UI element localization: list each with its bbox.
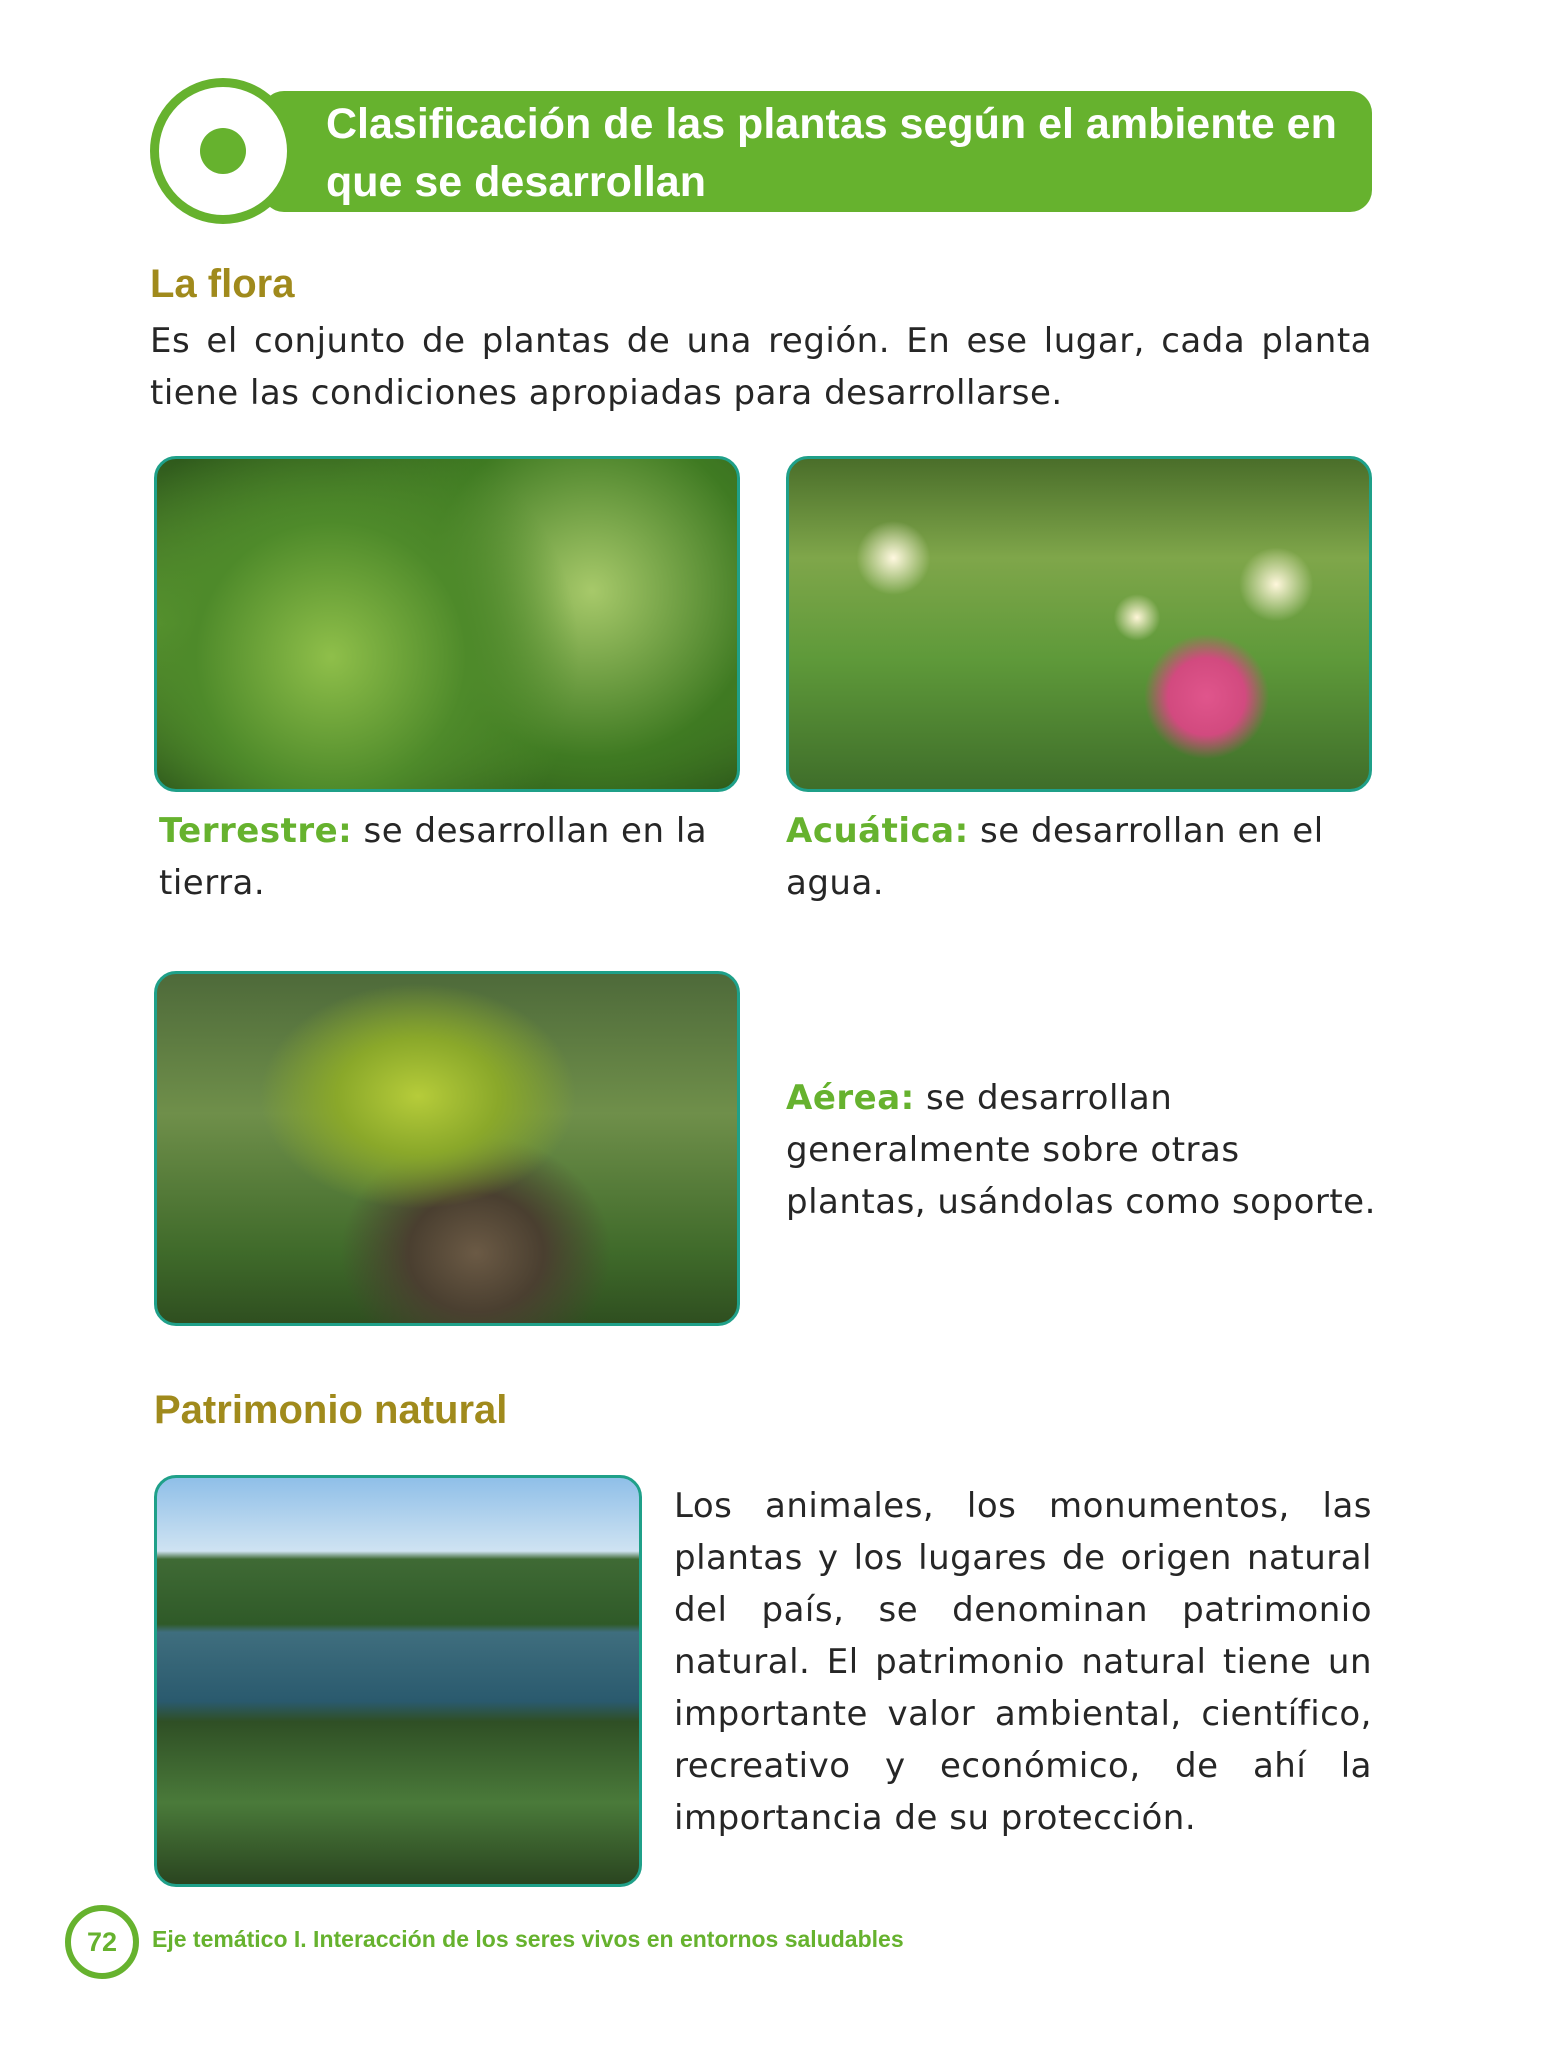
aerial-desc: se desarrollan generalmente sobre otras plantas, usándolas como soporte.	[786, 1078, 1376, 1222]
lagoon-image	[154, 1475, 642, 1887]
flora-heading: La flora	[150, 262, 295, 306]
terrestrial-label: Terrestre:	[159, 811, 353, 851]
banner-dot-icon	[200, 128, 246, 174]
aquatic-caption	[786, 805, 1346, 909]
terrestrial-caption	[159, 805, 719, 909]
page-number: 72	[65, 1905, 139, 1979]
aquatic-plants-image	[786, 456, 1372, 792]
aerial-label: Aérea:	[786, 1078, 915, 1118]
patrimonio-text: Los animales, los monumentos, las plantas y los lugares de origen natural del país, se denominan patrimonio natural. El patrimonio natural tiene un importante valor ambiental, científico, recreativo y económico, de ahí la importancia de su protección.	[674, 1486, 1372, 1838]
terrestrial-desc: se desarrollan en la tierra.	[159, 811, 708, 903]
footer-text: Eje temático I. Interacción de los seres vivos en entornos saludables	[152, 1926, 904, 1952]
flora-text: Es el conjunto de plantas de una región. En ese lugar, cada planta tiene las condiciones apropiadas para desarrollarse.	[150, 321, 1372, 413]
page-title: Clasificación de las plantas según el ambiente en que se desarrollan	[326, 100, 1337, 206]
patrimonio-heading: Patrimonio natural	[154, 1388, 508, 1432]
terrestrial-plants-image	[154, 456, 740, 792]
aquatic-label: Acuática:	[786, 811, 969, 851]
aerial-plants-image	[154, 971, 740, 1326]
aerial-caption	[786, 1072, 1386, 1228]
aquatic-desc: se desarrollan en el agua.	[786, 811, 1324, 903]
banner-circle-icon	[150, 78, 296, 224]
